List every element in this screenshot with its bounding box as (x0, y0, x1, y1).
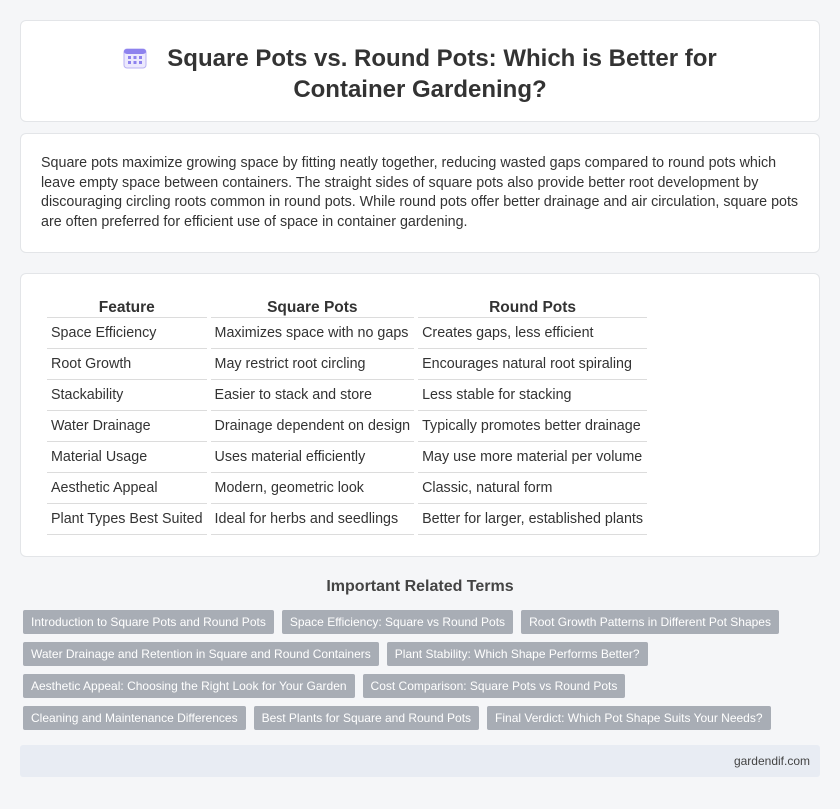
table-cell: Stackability (47, 380, 207, 411)
calendar-grid-icon (123, 47, 147, 69)
table-row (47, 504, 647, 535)
intro-card (20, 133, 820, 253)
footer (20, 745, 820, 777)
table-row (47, 473, 647, 504)
table-cell: May use more material per volume (418, 442, 647, 473)
title-card (20, 20, 820, 122)
related-term-tag[interactable]: Cleaning and Maintenance Differences (23, 706, 246, 730)
table-cell: Plant Types Best Suited (47, 504, 207, 535)
table-cell: Water Drainage (47, 411, 207, 442)
table-cell: Space Efficiency (47, 318, 207, 349)
table-cell: Classic, natural form (418, 473, 647, 504)
related-terms-heading: Important Related Terms (326, 578, 514, 595)
table-cell: Modern, geometric look (211, 473, 415, 504)
table-cell: Creates gaps, less efficient (418, 318, 647, 349)
table-cell: Drainage dependent on design (211, 411, 415, 442)
intro-paragraph: Square pots maximize growing space by fitting neatly together, reducing wasted gaps compared to round pots which leave empty space between containers. The straight sides of square pots also provide better root development by discouraging circling roots common in round pots. While round pots offer better drainage and air circulation, square pots are often preferred for efficient use of space in container gardening. (41, 155, 799, 230)
table-row (47, 318, 647, 349)
related-terms-row (23, 642, 813, 666)
table-header-row (47, 296, 647, 318)
page-title (81, 43, 759, 105)
table-cell: Encourages natural root spiraling (418, 349, 647, 380)
related-terms-row (23, 674, 813, 698)
header-round-pots: Round Pots (418, 296, 647, 318)
table-cell: Ideal for herbs and seedlings (211, 504, 415, 535)
related-terms-list (23, 610, 813, 738)
table-cell: Easier to stack and store (211, 380, 415, 411)
related-term-tag[interactable]: Aesthetic Appeal: Choosing the Right Look for Your Garden (23, 674, 355, 698)
comparison-card (20, 273, 820, 557)
related-term-tag[interactable]: Root Growth Patterns in Different Pot Shapes (521, 610, 779, 634)
table-cell: Aesthetic Appeal (47, 473, 207, 504)
related-terms-row (23, 706, 813, 730)
table-row (47, 349, 647, 380)
related-term-tag[interactable]: Space Efficiency: Square vs Round Pots (282, 610, 513, 634)
comparison-table (43, 296, 651, 535)
table-cell: Root Growth (47, 349, 207, 380)
related-term-tag[interactable]: Cost Comparison: Square Pots vs Round Pots (363, 674, 626, 698)
table-row (47, 442, 647, 473)
footer-site-link[interactable]: gardendif.com (733, 754, 810, 768)
table-row (47, 411, 647, 442)
table-cell: Maximizes space with no gaps (211, 318, 415, 349)
related-term-tag[interactable]: Final Verdict: Which Pot Shape Suits Your Needs? (487, 706, 771, 730)
table-cell: Better for larger, established plants (418, 504, 647, 535)
table-cell: Typically promotes better drainage (418, 411, 647, 442)
related-term-tag[interactable]: Plant Stability: Which Shape Performs Better? (387, 642, 648, 666)
table-row (47, 380, 647, 411)
header-feature: Feature (47, 296, 207, 318)
related-term-tag[interactable]: Introduction to Square Pots and Round Pots (23, 610, 274, 634)
related-term-tag[interactable]: Water Drainage and Retention in Square and Round Containers (23, 642, 379, 666)
table-cell: Material Usage (47, 442, 207, 473)
table-cell: Uses material efficiently (211, 442, 415, 473)
table-cell: Less stable for stacking (418, 380, 647, 411)
related-term-tag[interactable]: Best Plants for Square and Round Pots (254, 706, 479, 730)
page-title-text: Square Pots vs. Round Pots: Which is Better for Container Gardening? (167, 45, 717, 103)
header-square-pots: Square Pots (211, 296, 415, 318)
table-cell: May restrict root circling (211, 349, 415, 380)
related-terms-row (23, 610, 813, 634)
